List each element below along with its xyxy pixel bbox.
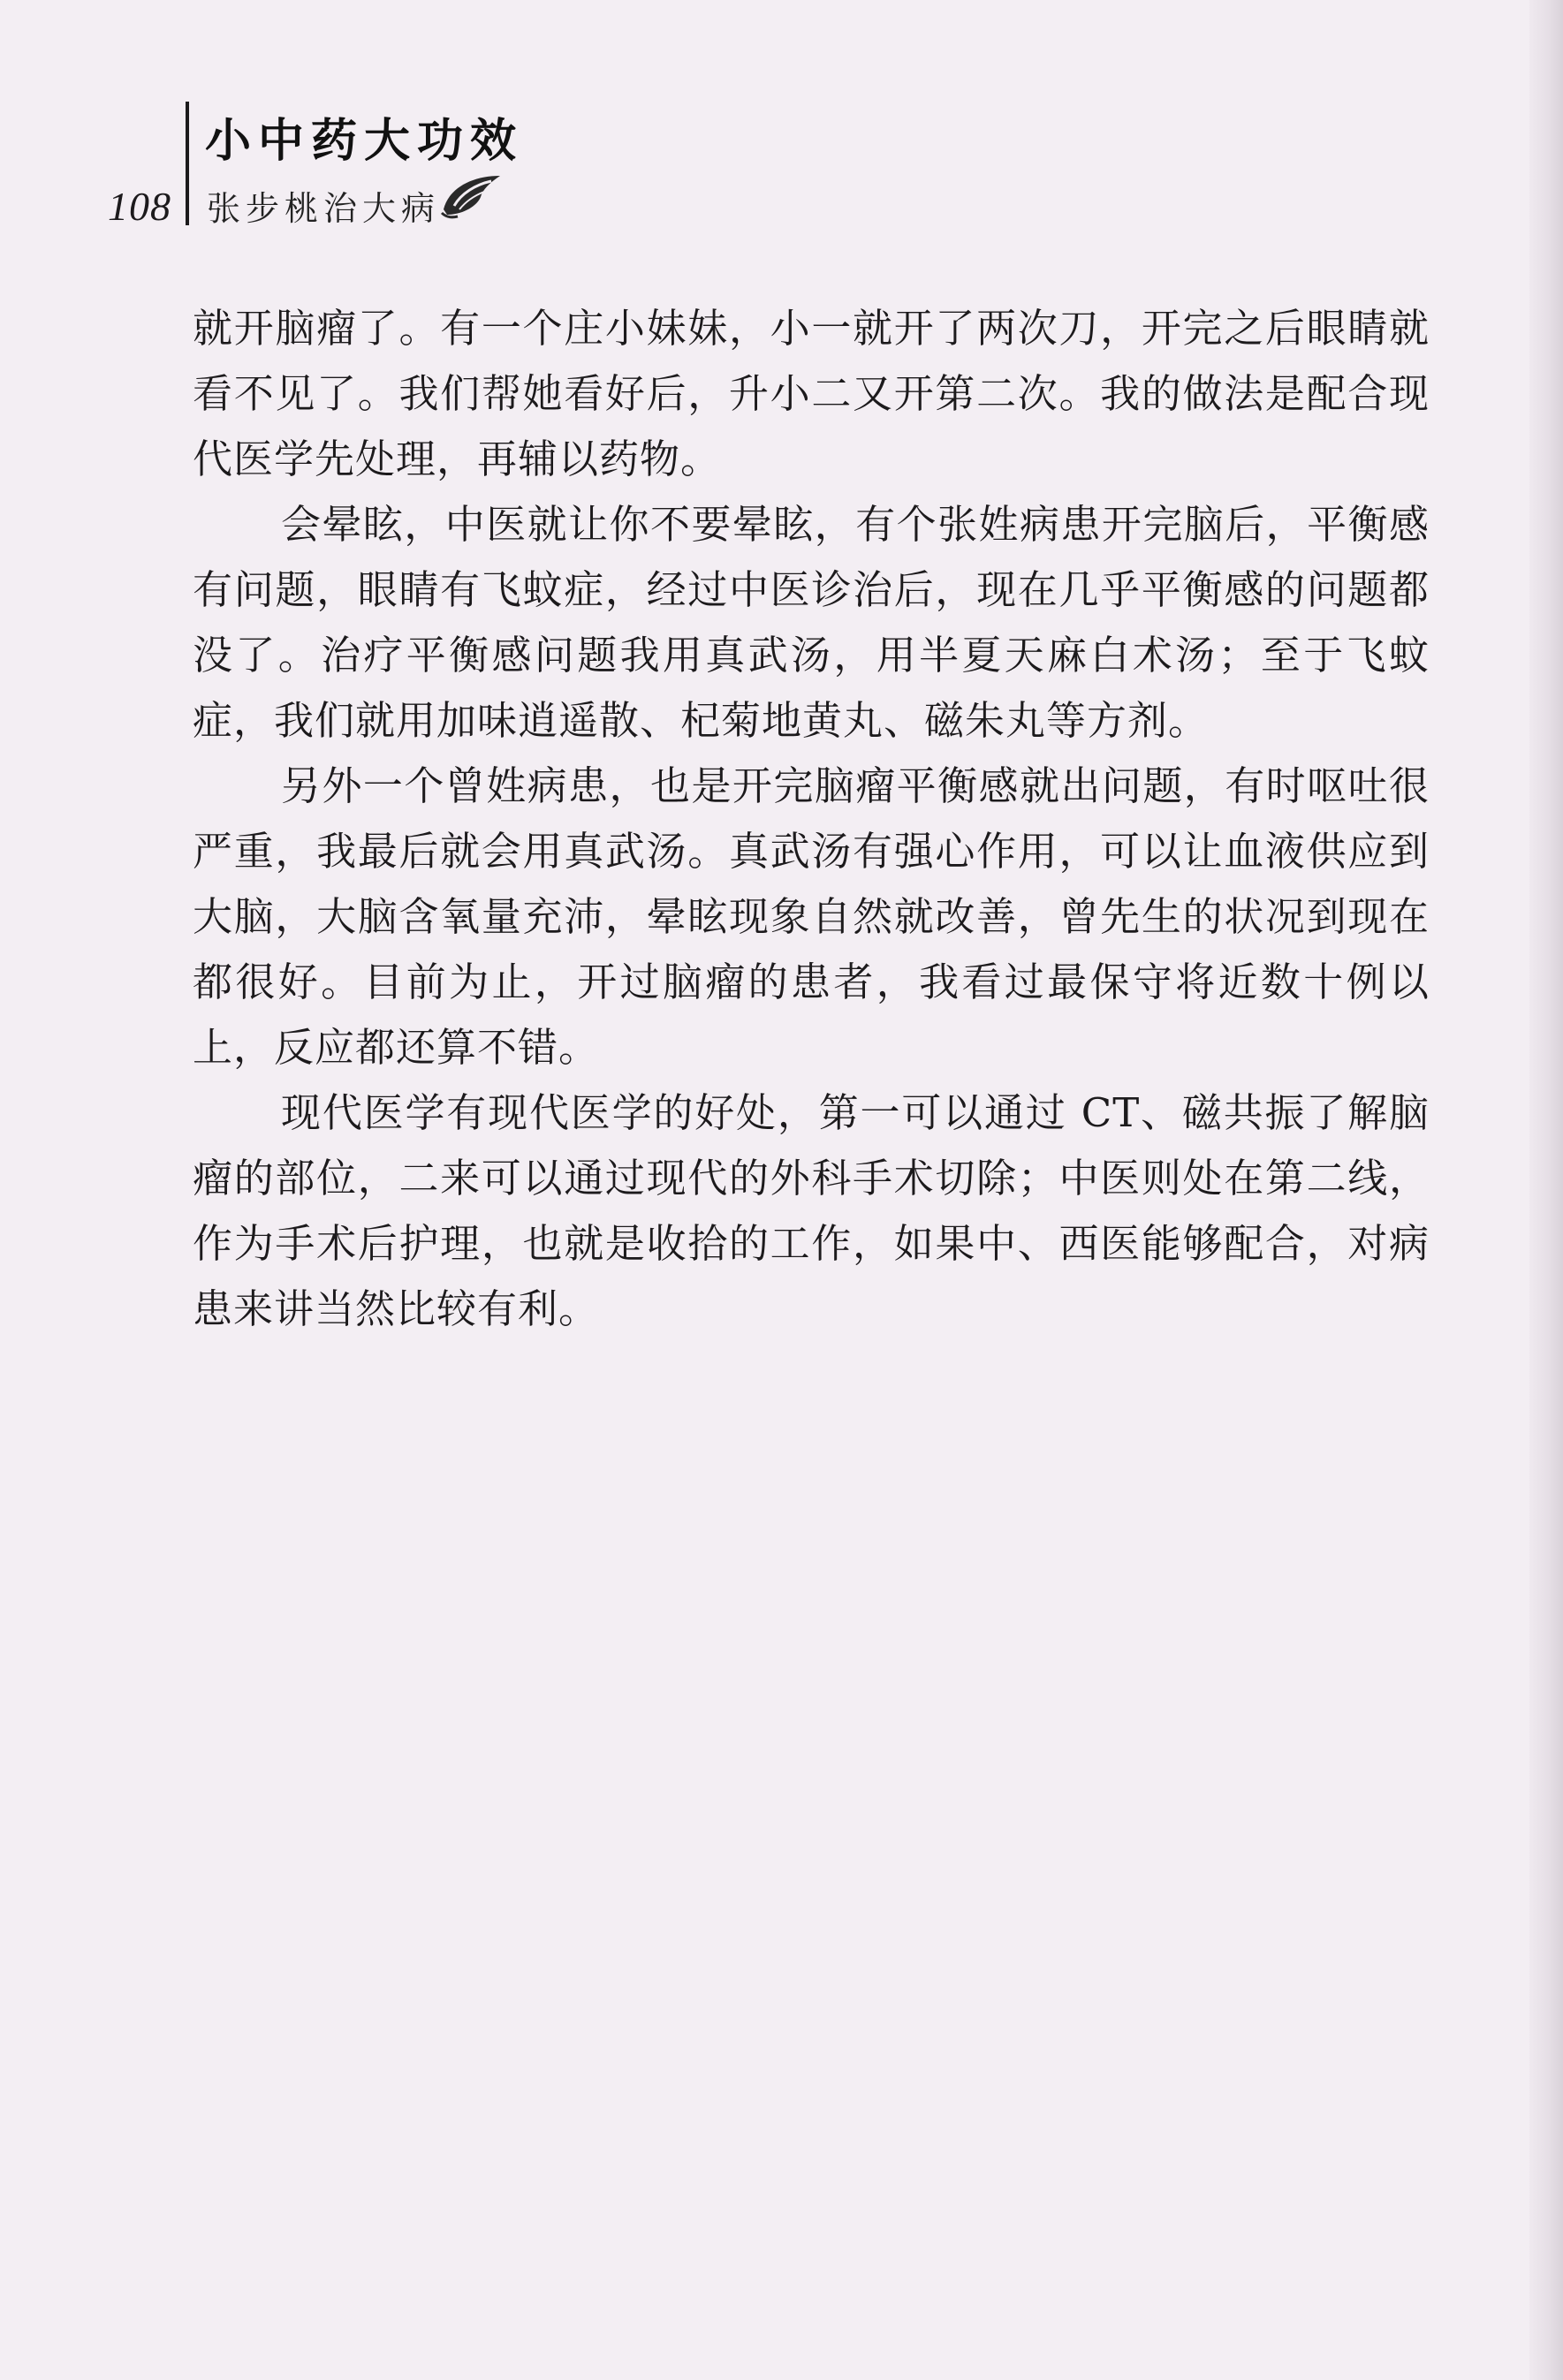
brush-stroke-icon — [436, 171, 507, 220]
body-text — [193, 296, 1430, 1342]
header-divider — [186, 102, 189, 225]
paragraph-2: 会晕眩，中医就让你不要晕眩，有个张姓病患开完脑后，平衡感有问题，眼睛有飞蚊症，经过中医诊治后，现在几乎平衡感的问题都没了。治疗平衡感问题我用真武汤，用半夏天麻白术汤；至于飞蚊症，我们就用加味逍遥散、杞菊地黄丸、磁朱丸等方剂。 — [193, 501, 1430, 744]
book-title: 小中药大功效 — [205, 115, 524, 168]
running-header — [99, 102, 629, 234]
page-number: 108 — [108, 184, 171, 229]
book-subtitle: 张步桃治大病 — [207, 189, 441, 228]
page-edge-shadow — [1529, 0, 1563, 2380]
paragraph-3: 另外一个曾姓病患，也是开完脑瘤平衡感就出问题，有时呕吐很严重，我最后就会用真武汤。真武汤有强心作用，可以让血液供应到大脑，大脑含氧量充沛，晕眩现象自然就改善，曾先生的状况到现在都很好。目前为止，开过脑瘤的患者，我看过最保守将近数十例以上，反应都还算不错。 — [193, 762, 1430, 1071]
paragraph-1: 就开脑瘤了。有一个庄小妹妹，小一就开了两次刀，开完之后眼睛就看不见了。我们帮她看好后，升小二又开第二次。我的做法是配合现代医学先处理，再辅以药物。 — [193, 305, 1430, 482]
paragraph-4: 现代医学有现代医学的好处，第一可以通过 CT、磁共振了解脑瘤的部位，二来可以通过现代的外科手术切除；中医则处在第二线，作为手术后护理，也就是收拾的工作，如果中、西医能够配合，对病患来讲当然比较有利。 — [193, 1089, 1430, 1332]
